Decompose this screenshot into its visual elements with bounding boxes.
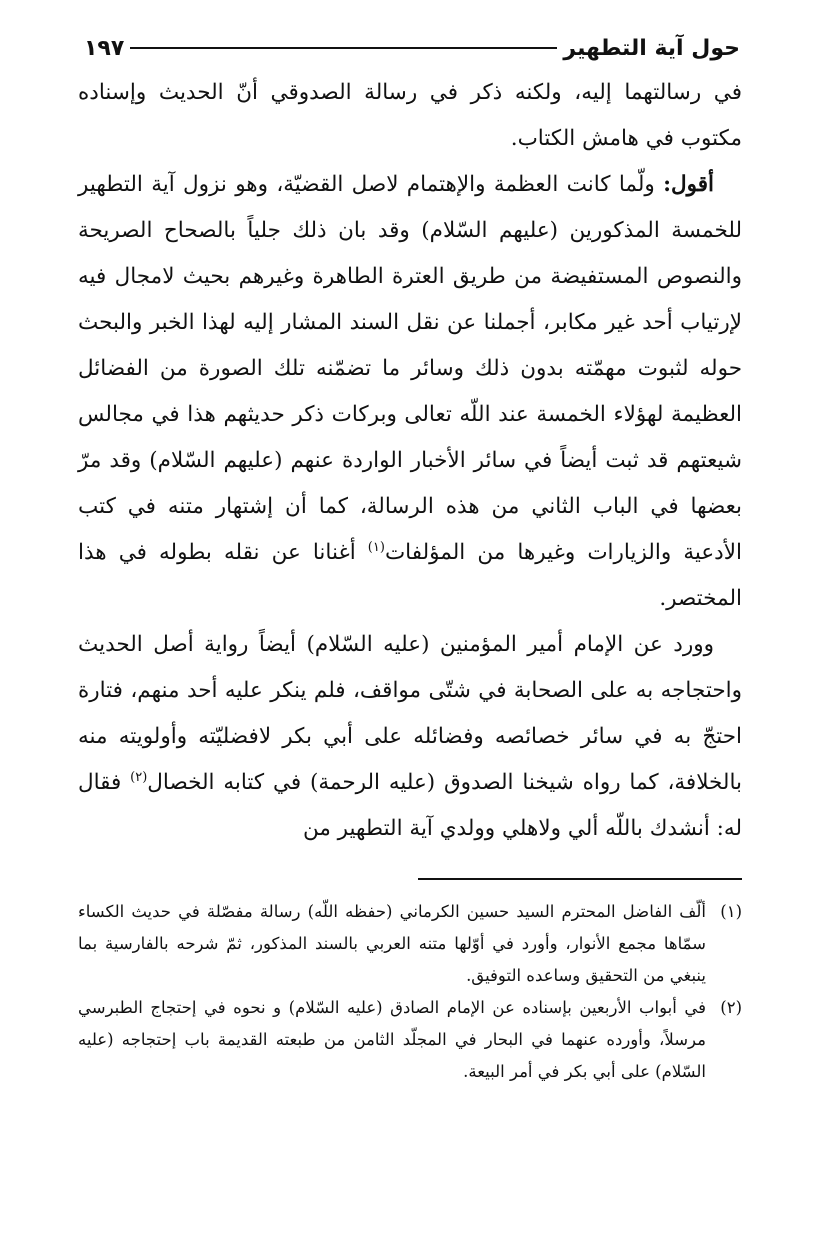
paragraph-2 bbox=[78, 162, 742, 622]
footnotes bbox=[78, 896, 742, 1088]
paragraph-1: في رسالتهما إليه، ولكنه ذكر في رسالة الصدوقي أنّ الحديث وإسناده مكتوب في هامش الكتاب. bbox=[78, 80, 742, 151]
paragraph-3-text-a: وورد عن الإمام أمير المؤمنين (عليه السّلام) أيضاً رواية أصل الحديث واحتجاجه به على الصحابة في شتّى مواقف، فلم ينكر عليه أحد منهم، فتارة احتجّ به في سائر خصائصه وفضائله على أبي بكر لافضليّته وأولويته منه بالخلافة، كما رواه شيخنا الصدوق (عليه الرحمة) في كتابه الخصال bbox=[78, 632, 742, 795]
footnote-separator bbox=[418, 878, 742, 880]
footnote-1-mark: (١) bbox=[720, 902, 742, 921]
page-header bbox=[84, 28, 740, 68]
page-number: ١٩٧ bbox=[84, 35, 125, 61]
footnote-2-mark: (٢) bbox=[720, 998, 742, 1017]
paragraph-2-text-a: ولّما كانت العظمة والإهتمام لاصل القضيّة، وهو نزول آية التطهير للخمسة المذكورين (عليهم السّلام) وقد بان ذلك جلياً بالصحاح الصريحة والنصوص المستفيضة من طريق العترة الطاهرة وغيرهم بحيث لامجال فيه لإرتياب أحد غير مكابر، أجملنا عن نقل السند المشار إليه لهذا الخبر والبحث حوله لثبوت مهمّته بدون ذلك وسائر ما تضمّنه تلك الصورة من الفضائل العظيمة لهؤلاء الخمسة عند اللّه تعالى وبركات ذكر حديثهم هذا في مجالس شيعتهم قد ثبت أيضاً في سائر الأخبار الواردة عنهم (عليهم السّلام) وقد مرّ بعضها في الباب الثاني من هذه الرسالة، كما أن إشتهار متنه في كتب الأدعية والزيارات وغيرها من المؤلفات bbox=[78, 172, 742, 565]
footnote-1 bbox=[78, 896, 742, 992]
header-rule bbox=[130, 47, 557, 49]
paragraph-2-lead: أقول: bbox=[663, 172, 714, 197]
footnote-2-text: في أبواب الأربعين بإسناده عن الإمام الصادق (عليه السّلام) و نحوه في إحتجاج الطبرسي مرسلاً، وأورده عنهما في البحار في المجلّد الثامن من طبعته القديمة باب إحتجاجه (عليه السّلام) على أبي بكر في أمر البيعة. bbox=[78, 998, 706, 1081]
body-text bbox=[78, 70, 742, 852]
paragraph-3 bbox=[78, 622, 742, 852]
paragraph-3-text-b: فقال له: أنشدك باللّه ألي ولاهلي وولدي آية التطهير من bbox=[78, 770, 742, 841]
footnote-2 bbox=[78, 992, 742, 1088]
paragraph-2-text-b: أغنانا عن نقله بطوله في هذا المختصر. bbox=[78, 540, 742, 611]
footnote-1-text: ألّف الفاضل المحترم السيد حسين الكرماني (حفظه اللّه) رسالة مفصّلة في حديث الكساء سمّاها مجمع الأنوار، وأورد في أوّلها متنه العربي بالسند المذكور، ثمّ شرحه بالفارسية بما ينبغي من التحقيق وساعده التوفيق. bbox=[78, 902, 706, 985]
footnote-ref-2: (٢) bbox=[130, 769, 148, 785]
running-title: حول آية التطهير bbox=[563, 35, 740, 61]
footnote-ref-1: (١) bbox=[367, 539, 385, 555]
